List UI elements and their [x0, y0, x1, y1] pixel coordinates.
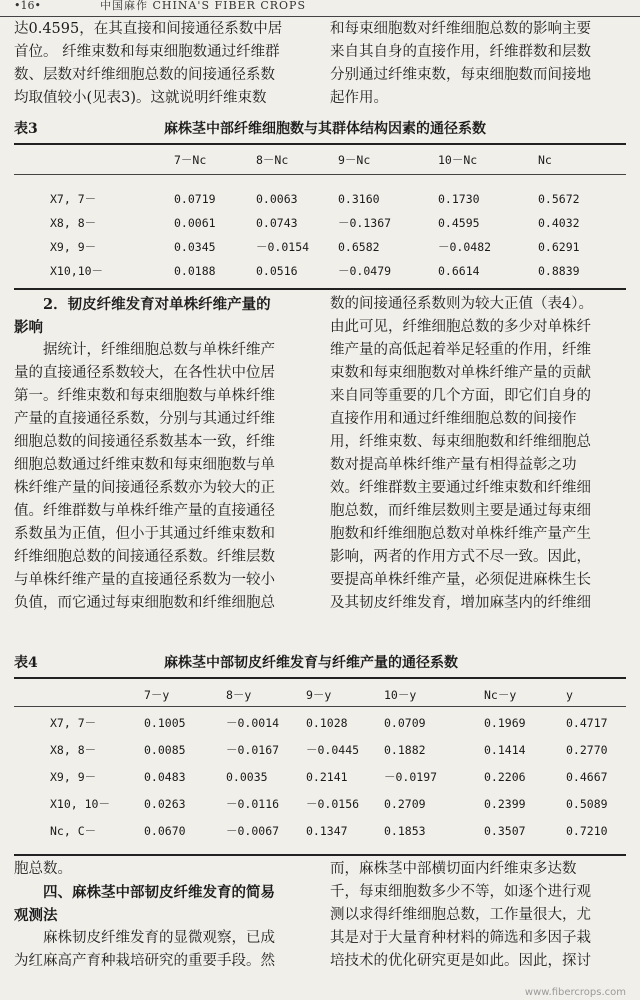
- paragraph-line: 维产量的高低起着举足轻重的作用，纤维: [330, 342, 591, 358]
- table-cell: －0.0197: [384, 770, 438, 784]
- table-cell: 0.0085: [144, 743, 186, 757]
- paragraph-line: 首位。 纤维束数和每束细胞数通过纤维群: [14, 44, 280, 60]
- top-right-column: [330, 18, 628, 112]
- table-cell: 0.2709: [384, 797, 426, 811]
- table-cell: 0.0516: [256, 264, 298, 278]
- table3-top-rule: [14, 143, 626, 145]
- paragraph-line: 培技术的优化研究更是如此。因此，探讨: [330, 953, 591, 969]
- table-cell: －0.0156: [306, 797, 360, 811]
- table-cell: 0.1414: [484, 743, 526, 757]
- table-cell: 0.6291: [538, 240, 580, 254]
- paragraph-line: 与单株纤维产量的直接通径系数为一较小: [14, 572, 275, 588]
- paragraph-line: 第一。纤维束数和每束细胞数与单株纤维: [14, 388, 275, 404]
- table-cell: 0.1005: [144, 716, 186, 730]
- table4-header-rule: [14, 706, 626, 707]
- running-header: [0, 0, 640, 17]
- journal-name: 中国麻作 CHINA'S FIBER CROPS: [100, 0, 306, 12]
- table4-caption: [14, 652, 626, 674]
- table-cell: －0.0067: [226, 824, 280, 838]
- paragraph-line: 为红麻高产育种栽培研究的重要手段。然: [14, 953, 275, 969]
- table-cell: 0.1730: [438, 192, 480, 206]
- table3-header-rule: [14, 174, 626, 175]
- table-cell: 0.4595: [438, 216, 480, 230]
- table-cell: 0.1853: [384, 824, 426, 838]
- table-column-header: 9－Nc: [338, 153, 371, 167]
- table-cell: －0.0482: [438, 240, 492, 254]
- table-cell: 0.5672: [538, 192, 580, 206]
- paragraph-line: 数的间接通径系数则为较大正值（表4）。: [330, 296, 593, 312]
- paragraph-line: 数、层数对纤维细胞总数的间接通径系数: [14, 67, 275, 83]
- table-cell: －0.0154: [256, 240, 310, 254]
- section-heading-cont: 影响: [14, 319, 43, 336]
- paragraph-line: 千，每束细胞数多少不等，如逐个进行观: [330, 884, 591, 900]
- section-heading: 四、麻株茎中部韧皮纤维发育的简易: [43, 884, 275, 901]
- table-cell: 0.0188: [174, 264, 216, 278]
- table-cell: 0.0483: [144, 770, 186, 784]
- table3-label: 表3: [14, 121, 38, 137]
- table-cell: 0.2141: [306, 770, 348, 784]
- paragraph-line: 胞总数，而纤维层数则主要是通过每束细: [330, 503, 591, 519]
- paragraph-line: 束数和每束细胞数对单株纤维产量的贡献: [330, 365, 591, 381]
- paragraph-line: 细胞总数通过纤维束数和每束细胞数与单: [14, 457, 275, 473]
- watermark: www.fibercrops.com: [524, 987, 626, 998]
- table-column-header: 8－Nc: [256, 153, 289, 167]
- paragraph-line: 值。纤维群数与单株纤维产量的直接通径: [14, 503, 275, 519]
- section-heading-cont: 观测法: [14, 907, 58, 924]
- table3-bottom-rule: [14, 288, 626, 290]
- table-cell: 0.1969: [484, 716, 526, 730]
- table4-bottom-rule: [14, 854, 626, 856]
- table-row-label: X10,10－: [50, 264, 104, 278]
- table-column-header: Nc－y: [484, 688, 517, 702]
- paragraph-line: 和每束细胞数对纤维细胞总数的影响主要: [330, 21, 591, 37]
- page-number: •16•: [14, 0, 41, 12]
- paragraph-line: 由此可见，纤维细胞总数的多少对单株纤: [330, 319, 591, 335]
- paragraph-line: 来自其自身的直接作用，纤维群数和层数: [330, 44, 591, 60]
- paragraph-line: 达0.4595，在其直接和间接通径系数中居: [14, 21, 283, 37]
- paragraph-line: 起作用。: [330, 90, 388, 106]
- paragraph-line: 系数虽为正值，但小于其通过纤维束数和: [14, 526, 275, 542]
- table-row-label: X7, 7－: [50, 192, 97, 206]
- table-row-label: X8, 8－: [50, 216, 97, 230]
- table-row-label: X9, 9－: [50, 240, 97, 254]
- paragraph-line: 影响，两者的作用方式不尽一致。因此，: [330, 549, 591, 565]
- table-cell: 0.8839: [538, 264, 580, 278]
- table-row-label: X7, 7－: [50, 716, 97, 730]
- table4-title: 麻株茎中部韧皮纤维发育与纤维产量的通径系数: [164, 655, 458, 671]
- table-cell: －0.0445: [306, 743, 360, 757]
- paragraph-line: 测以求得纤维细胞总数，工作量很大，尤: [330, 907, 591, 923]
- bottom-right-column: [330, 858, 628, 988]
- table-cell: 0.0063: [256, 192, 298, 206]
- table-column-header: 7－Nc: [174, 153, 207, 167]
- paragraph-line: 产量的直接通径系数，分别与其通过纤维: [14, 411, 275, 427]
- paragraph-line: 分别通过纤维束数，每束细胞数而间接地: [330, 67, 591, 83]
- table-cell: 0.0345: [174, 240, 216, 254]
- table-cell: －0.0479: [338, 264, 392, 278]
- paragraph-line: 及其韧皮纤维发育，增加麻茎内的纤维细: [330, 595, 591, 611]
- table-column-header: 9－y: [306, 688, 332, 702]
- top-left-column: [14, 18, 314, 112]
- table-cell: 0.6582: [338, 240, 380, 254]
- table-cell: 0.7210: [566, 824, 608, 838]
- table-row-label: X10, 10－: [50, 797, 110, 811]
- table-column-header: 10－y: [384, 688, 417, 702]
- table-cell: 0.4032: [538, 216, 580, 230]
- table3-title: 麻株茎中部纤维细胞数与其群体结构因素的通径系数: [164, 121, 486, 137]
- table-row-label: X9, 9－: [50, 770, 97, 784]
- table4-top-rule: [14, 677, 626, 679]
- table-cell: 0.2399: [484, 797, 526, 811]
- table-cell: 0.1882: [384, 743, 426, 757]
- table-cell: 0.0263: [144, 797, 186, 811]
- paragraph-line: 均取值较小(见表3)。这就说明纤维束数: [14, 90, 267, 106]
- table-cell: 0.0709: [384, 716, 426, 730]
- table-row-label: Nc, C－: [50, 824, 97, 838]
- table-cell: 0.3160: [338, 192, 380, 206]
- section-heading: 2．韧皮纤维发育对单株纤维产量的: [43, 296, 271, 313]
- paragraph-line: 其是对于大量育种材料的筛选和多因子栽: [330, 930, 591, 946]
- table-cell: 0.5089: [566, 797, 608, 811]
- table-cell: 0.3507: [484, 824, 526, 838]
- table-cell: 0.2206: [484, 770, 526, 784]
- paragraph-line: 负值，而它通过每束细胞数和纤维细胞总: [14, 595, 275, 611]
- table-cell: 0.4717: [566, 716, 608, 730]
- table4-label: 表4: [14, 655, 38, 671]
- paragraph-line: 胞数和纤维细胞总数对单株纤维产量产生: [330, 526, 591, 542]
- paragraph-line: 而，麻株茎中部横切面内纤维束多达数: [330, 861, 577, 877]
- mid-left-column: [14, 293, 314, 643]
- table-cell: 0.6614: [438, 264, 480, 278]
- bottom-left-column: [14, 858, 314, 988]
- table-cell: 0.2770: [566, 743, 608, 757]
- table-column-header: Nc: [538, 153, 552, 167]
- table-column-header: 7－y: [144, 688, 170, 702]
- paragraph-line: 数对提高单株纤维产量有相得益彰之功: [330, 457, 577, 473]
- table-cell: 0.0670: [144, 824, 186, 838]
- table-row-label: X8, 8－: [50, 743, 97, 757]
- table-cell: －0.0167: [226, 743, 280, 757]
- table-cell: 0.1347: [306, 824, 348, 838]
- table-column-header: y: [566, 688, 573, 702]
- paragraph-line: 用，纤维束数、每束细胞数和纤维细胞总: [330, 434, 591, 450]
- table-cell: －0.1367: [338, 216, 392, 230]
- table-cell: －0.0014: [226, 716, 280, 730]
- paragraph-line: 株纤维产量的间接通径系数亦为较大的正: [14, 480, 275, 496]
- table-cell: 0.0719: [174, 192, 216, 206]
- paragraph-line: 直接作用和通过纤维细胞总数的间接作: [330, 411, 577, 427]
- mid-right-column: [330, 293, 628, 643]
- table-cell: 0.4667: [566, 770, 608, 784]
- table-column-header: 10－Nc: [438, 153, 478, 167]
- table-cell: 0.1028: [306, 716, 348, 730]
- paragraph-line: 来自同等重要的几个方面，即它们自身的: [330, 388, 591, 404]
- table-cell: 0.0035: [226, 770, 268, 784]
- paragraph-line: 纤维细胞总数的间接通径系数。纤维层数: [14, 549, 275, 565]
- paragraph-line: 胞总数。: [14, 861, 72, 877]
- table-column-header: 8－y: [226, 688, 252, 702]
- paragraph-line: 据统计，纤维细胞总数与单株纤维产: [43, 342, 275, 358]
- table3-caption: [14, 118, 626, 140]
- table-cell: －0.0116: [226, 797, 280, 811]
- table-cell: 0.0061: [174, 216, 216, 230]
- table-cell: 0.0743: [256, 216, 298, 230]
- paragraph-line: 麻株韧皮纤维发育的显微观察，已成: [43, 930, 275, 946]
- paragraph-line: 量的直接通径系数较大，在各性状中位居: [14, 365, 275, 381]
- paragraph-line: 效。纤维群数主要通过纤维束数和纤维细: [330, 480, 591, 496]
- paragraph-line: 细胞总数的间接通径系数基本一致，纤维: [14, 434, 275, 450]
- paragraph-line: 要提高单株纤维产量，必须促进麻株生长: [330, 572, 591, 588]
